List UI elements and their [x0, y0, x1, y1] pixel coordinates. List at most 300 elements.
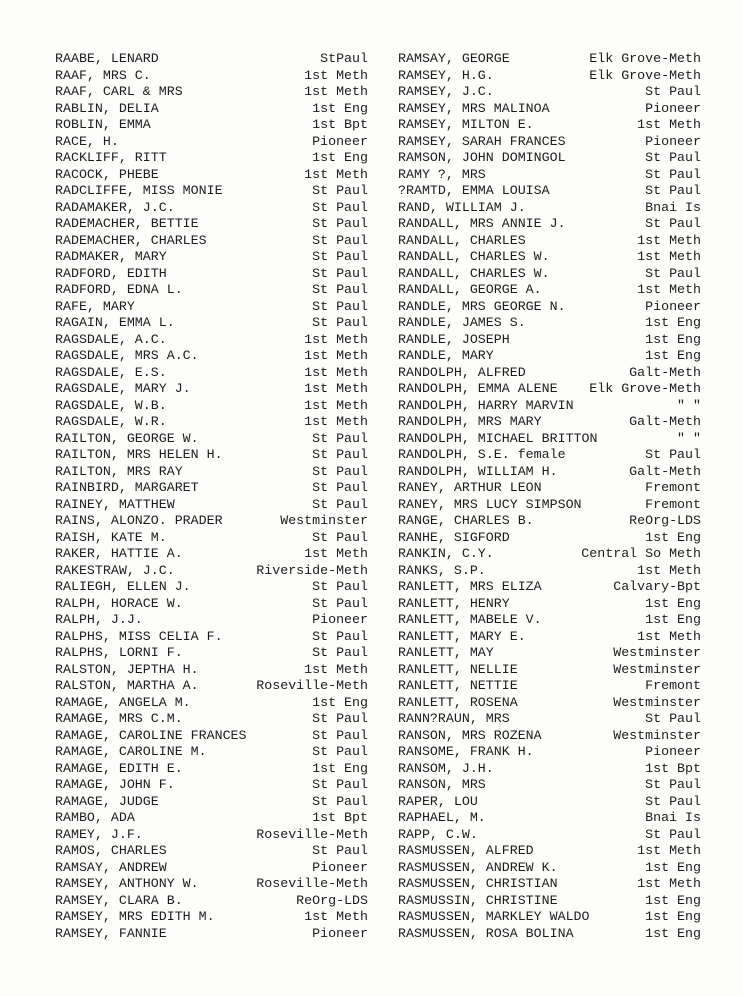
- entry-name: RADMAKER, MARY: [55, 249, 167, 264]
- entry-church: " ": [677, 430, 701, 446]
- entry-row: [55, 843, 368, 860]
- entry-church: 1st Meth: [304, 397, 368, 413]
- entry-name: RAFE, MARY: [55, 298, 135, 314]
- entry-church: St Paul: [312, 447, 368, 462]
- entry-church: Roseville-Meth: [256, 876, 368, 891]
- entry-name: RAMSEY, MRS EDITH M.: [55, 909, 215, 924]
- entry-church: Bnai Is: [645, 810, 701, 825]
- entry-church: 1st Eng: [312, 760, 368, 776]
- entry-row: [398, 497, 701, 514]
- entry-name: RADFORD, EDNA L.: [55, 282, 183, 297]
- entry-row: [398, 744, 701, 761]
- entry-church: Galt-Meth: [629, 414, 701, 429]
- entry-church: 1st Meth: [304, 84, 368, 99]
- entry-row: [398, 101, 701, 118]
- entry-row: [398, 513, 701, 530]
- entry-church: 1st Eng: [645, 595, 701, 611]
- entry-church: Pioneer: [645, 100, 701, 116]
- entry-name: RAILTON, MRS HELEN H.: [55, 447, 223, 462]
- entry-name: RAMY ?, MRS: [398, 166, 486, 182]
- entry-row: [398, 810, 701, 827]
- entry-name: RANLETT, ROSENA: [398, 694, 518, 710]
- entry-row: [55, 513, 368, 530]
- entry-row: [55, 827, 368, 844]
- entry-church: 1st Meth: [304, 909, 368, 924]
- entry-name: RANKIN, C.Y.: [398, 546, 494, 561]
- entry-row: [55, 893, 368, 910]
- entry-row: [55, 563, 368, 580]
- entry-row: [398, 51, 701, 68]
- entry-church: 1st Meth: [304, 661, 368, 677]
- entry-name: RANSON, MRS ROZENA: [398, 727, 542, 743]
- entry-name: RAPP, C.W.: [398, 826, 478, 842]
- entry-row: [398, 167, 701, 184]
- entry-name: RAINS, ALONZO. PRADER: [55, 513, 223, 528]
- entry-church: St Paul: [312, 793, 368, 809]
- entry-name: RAMOS, CHARLES: [55, 843, 167, 858]
- entry-church: Bnai Is: [645, 199, 701, 215]
- entry-name: RANSON, MRS: [398, 777, 486, 792]
- entry-church: St Paul: [312, 199, 368, 215]
- entry-row: [55, 134, 368, 151]
- entry-row: [398, 711, 701, 728]
- entry-church: Calvary-Bpt: [613, 579, 701, 594]
- entry-church: Elk Grove-Meth: [589, 381, 701, 396]
- entry-row: [398, 299, 701, 316]
- entry-row: [55, 398, 368, 415]
- entry-church: 1st Bpt: [312, 117, 368, 132]
- entry-church: St Paul: [645, 150, 701, 165]
- entry-church: St Paul: [312, 496, 368, 512]
- entry-row: [398, 398, 701, 415]
- entry-name: RANDLE, MARY: [398, 348, 494, 363]
- entry-name: RADEMACHER, BETTIE: [55, 216, 199, 231]
- entry-row: [55, 51, 368, 68]
- entry-name: RAILTON, MRS RAY: [55, 463, 183, 479]
- entry-row: [55, 876, 368, 893]
- entry-name: RAINEY, MATTHEW: [55, 496, 175, 512]
- entry-name: RAMSEY, CLARA B.: [55, 892, 183, 908]
- entry-church: 1st Eng: [312, 694, 368, 710]
- entry-name: RAMSEY, J.C.: [398, 84, 494, 99]
- entry-church: 1st Eng: [645, 859, 701, 875]
- entry-row: [55, 926, 368, 943]
- entry-name: RAINBIRD, MARGARET: [55, 480, 199, 495]
- entry-name: ROBLIN, EMMA: [55, 117, 151, 132]
- entry-row: [55, 348, 368, 365]
- entry-church: St Paul: [312, 463, 368, 479]
- entry-church: 1st Meth: [304, 348, 368, 363]
- entry-row: [55, 249, 368, 266]
- entry-name: RAMAGE, JUDGE: [55, 793, 159, 809]
- entry-name: RADFORD, EDITH: [55, 265, 167, 281]
- entry-name: RAMBO, ADA: [55, 810, 135, 825]
- entry-row: [55, 480, 368, 497]
- entry-row: [55, 662, 368, 679]
- entry-church: St Paul: [645, 166, 701, 182]
- entry-row: [398, 150, 701, 167]
- entry-row: [398, 134, 701, 151]
- entry-church: Elk Grove-Meth: [589, 51, 701, 66]
- entry-name: RAMAGE, JOHN F.: [55, 777, 175, 792]
- entry-name: RAMSEY, MRS MALINOA: [398, 100, 550, 116]
- entry-name: RAAF, MRS C.: [55, 67, 151, 83]
- entry-name: RANDALL, CHARLES: [398, 232, 526, 248]
- right-column: [398, 51, 701, 942]
- entry-name: RAGAIN, EMMA L.: [55, 315, 175, 330]
- entry-row: [55, 497, 368, 514]
- entry-church: St Paul: [645, 216, 701, 231]
- entry-row: [55, 315, 368, 332]
- entry-name: RALSTON, JEPTHA H.: [55, 661, 199, 677]
- entry-row: [55, 84, 368, 101]
- entry-row: [398, 777, 701, 794]
- left-column: [55, 51, 368, 942]
- entry-name: RANLETT, NELLIE: [398, 661, 518, 677]
- entry-name: RANDOLPH, EMMA ALENE: [398, 381, 558, 396]
- entry-name: RASMUSSEN, ALFRED: [398, 843, 534, 858]
- entry-church: Pioneer: [645, 744, 701, 759]
- entry-row: [398, 332, 701, 349]
- entry-row: [55, 744, 368, 761]
- entry-church: St Paul: [645, 826, 701, 842]
- entry-name: RALPH, HORACE W.: [55, 595, 183, 611]
- entry-church: 1st Meth: [637, 562, 701, 578]
- entry-row: [398, 728, 701, 745]
- entry-row: [398, 563, 701, 580]
- entry-church: 1st Eng: [645, 892, 701, 908]
- entry-name: RANSOME, FRANK H.: [398, 744, 534, 759]
- entry-name: RAMEY, J.F.: [55, 826, 143, 842]
- entry-church: St Paul: [312, 777, 368, 792]
- entry-row: [398, 893, 701, 910]
- entry-church: 1st Meth: [304, 546, 368, 561]
- entry-row: [55, 282, 368, 299]
- entry-church: 1st Bpt: [312, 810, 368, 825]
- entry-name: RAMSAY, GEORGE: [398, 51, 510, 66]
- entry-name: RANDOLPH, MRS MARY: [398, 414, 542, 429]
- entry-name: RANDLE, MRS GEORGE N.: [398, 298, 566, 314]
- entry-row: [55, 711, 368, 728]
- entry-name: RANLETT, MABELE V.: [398, 612, 542, 627]
- entry-row: [55, 810, 368, 827]
- entry-church: St Paul: [312, 265, 368, 281]
- entry-row: [55, 216, 368, 233]
- entry-church: Pioneer: [312, 859, 368, 875]
- entry-church: Riverside-Meth: [256, 562, 368, 578]
- entry-name: RANLETT, MRS ELIZA: [398, 579, 542, 594]
- entry-church: Westminster: [613, 694, 701, 710]
- entry-church: 1st Meth: [637, 843, 701, 858]
- entry-name: RANHE, SIGFORD: [398, 529, 510, 545]
- entry-row: [398, 216, 701, 233]
- entry-name: ?RAMTD, EMMA LOUISA: [398, 183, 550, 198]
- entry-name: RAISH, KATE M.: [55, 529, 167, 545]
- entry-row: [55, 645, 368, 662]
- entry-name: RAPHAEL, M.: [398, 810, 486, 825]
- entry-church: 1st Eng: [312, 150, 368, 165]
- entry-church: 1st Meth: [304, 166, 368, 182]
- entry-church: Pioneer: [645, 298, 701, 314]
- entry-church: 1st Eng: [645, 348, 701, 363]
- entry-church: Westminster: [280, 513, 368, 528]
- entry-row: [398, 249, 701, 266]
- entry-name: RADAMAKER, J.C.: [55, 199, 175, 215]
- entry-row: [55, 117, 368, 134]
- entry-row: [398, 68, 701, 85]
- entry-row: [55, 596, 368, 613]
- entry-church: 1st Eng: [645, 925, 701, 941]
- entry-row: [55, 546, 368, 563]
- entry-church: 1st Bpt: [645, 760, 701, 776]
- entry-name: RAILTON, GEORGE W.: [55, 430, 199, 446]
- entry-church: ReOrg-LDS: [629, 513, 701, 528]
- entry-church: 1st Eng: [645, 909, 701, 924]
- entry-row: [55, 695, 368, 712]
- entry-church: Westminster: [613, 661, 701, 677]
- entry-name: RAND, WILLIAM J.: [398, 199, 526, 215]
- entry-church: 1st Meth: [637, 876, 701, 891]
- entry-name: RASMUSSEN, ANDREW K.: [398, 859, 558, 875]
- entry-row: [55, 365, 368, 382]
- entry-name: RANLETT, MAY: [398, 645, 494, 660]
- entry-church: Fremont: [645, 496, 701, 512]
- entry-name: RACE, H.: [55, 133, 119, 149]
- entry-church: 1st Meth: [637, 282, 701, 297]
- entry-church: ReOrg-LDS: [296, 892, 368, 908]
- entry-name: RANKS, S.P.: [398, 562, 486, 578]
- entry-row: [398, 926, 701, 943]
- entry-name: RALSTON, MARTHA A.: [55, 678, 199, 693]
- entry-name: RAGSDALE, W.B.: [55, 397, 167, 413]
- entry-church: St Paul: [312, 315, 368, 330]
- entry-church: 1st Eng: [312, 100, 368, 116]
- entry-row: [55, 612, 368, 629]
- entry-name: RAGSDALE, MARY J.: [55, 381, 191, 396]
- entry-name: RANDALL, GEORGE A.: [398, 282, 542, 297]
- entry-church: St Paul: [312, 595, 368, 611]
- entry-name: RALIEGH, ELLEN J.: [55, 579, 191, 594]
- entry-row: [55, 233, 368, 250]
- entry-church: St Paul: [312, 249, 368, 264]
- entry-church: St Paul: [645, 793, 701, 809]
- entry-church: 1st Meth: [637, 628, 701, 644]
- entry-church: St Paul: [312, 529, 368, 545]
- entry-church: 1st Meth: [637, 232, 701, 248]
- entry-name: RAKER, HATTIE A.: [55, 546, 183, 561]
- entry-name: RACOCK, PHEBE: [55, 166, 159, 182]
- entry-church: St Paul: [312, 282, 368, 297]
- entry-row: [55, 761, 368, 778]
- entry-church: St Paul: [312, 298, 368, 314]
- entry-row: [398, 662, 701, 679]
- entry-name: RAMSEY, MILTON E.: [398, 117, 534, 132]
- entry-church: 1st Meth: [304, 364, 368, 380]
- entry-row: [55, 530, 368, 547]
- entry-church: 1st Meth: [304, 331, 368, 347]
- entry-church: St Paul: [645, 447, 701, 462]
- entry-name: RANDOLPH, HARRY MARVIN: [398, 397, 574, 413]
- entry-row: [398, 794, 701, 811]
- entry-name: RAMAGE, CAROLINE M.: [55, 744, 207, 759]
- entry-church: Westminster: [613, 645, 701, 660]
- entry-row: [55, 183, 368, 200]
- entry-church: St Paul: [645, 777, 701, 792]
- entry-row: [398, 579, 701, 596]
- entry-name: RAGSDALE, MRS A.C.: [55, 348, 199, 363]
- entry-row: [55, 381, 368, 398]
- entry-church: St Paul: [312, 727, 368, 743]
- entry-row: [398, 678, 701, 695]
- entry-row: [55, 200, 368, 217]
- entry-row: [55, 167, 368, 184]
- entry-church: St Paul: [312, 232, 368, 248]
- entry-church: 1st Eng: [645, 331, 701, 347]
- entry-name: RAMSEY, FANNIE: [55, 925, 167, 941]
- entry-row: [398, 282, 701, 299]
- entry-row: [398, 200, 701, 217]
- entry-name: RANDOLPH, MICHAEL BRITTON: [398, 430, 598, 446]
- entry-row: [398, 843, 701, 860]
- entry-row: [398, 530, 701, 547]
- entry-name: RADEMACHER, CHARLES: [55, 232, 207, 248]
- entry-name: RANN?RAUN, MRS: [398, 711, 510, 726]
- entry-row: [55, 860, 368, 877]
- entry-name: RABLIN, DELIA: [55, 100, 159, 116]
- entry-row: [398, 183, 701, 200]
- entry-name: RAKESTRAW, J.C.: [55, 562, 175, 578]
- entry-name: RASMUSSEN, ROSA BOLINA: [398, 925, 574, 941]
- entry-row: [398, 233, 701, 250]
- entry-name: RAMSON, JOHN DOMINGOL: [398, 150, 566, 165]
- entry-row: [398, 431, 701, 448]
- entry-name: RASMUSSEN, MARKLEY WALDO: [398, 909, 590, 924]
- entry-church: 1st Meth: [637, 249, 701, 264]
- entry-row: [398, 117, 701, 134]
- entry-church: Fremont: [645, 678, 701, 693]
- entry-name: RAGSDALE, W.R.: [55, 414, 167, 429]
- entry-church: 1st Meth: [304, 414, 368, 429]
- entry-name: RAAF, CARL & MRS: [55, 84, 183, 99]
- entry-name: RANDOLPH, S.E. female: [398, 447, 566, 462]
- entry-name: RANEY, ARTHUR LEON: [398, 480, 542, 495]
- entry-row: [398, 876, 701, 893]
- entry-church: 1st Meth: [304, 381, 368, 396]
- entry-row: [398, 84, 701, 101]
- entry-church: Galt-Meth: [629, 463, 701, 479]
- entry-name: RANLETT, NETTIE: [398, 678, 518, 693]
- entry-church: 1st Eng: [645, 529, 701, 545]
- entry-name: RADCLIFFE, MISS MONIE: [55, 183, 223, 198]
- entry-church: St Paul: [645, 265, 701, 281]
- entry-name: RAMSEY, ANTHONY W.: [55, 876, 199, 891]
- entry-name: RANEY, MRS LUCY SIMPSON: [398, 496, 582, 512]
- entry-church: St Paul: [645, 183, 701, 198]
- entry-name: RALPHS, MISS CELIA F.: [55, 628, 223, 644]
- entry-church: Pioneer: [312, 925, 368, 941]
- entry-church: St Paul: [312, 843, 368, 858]
- entry-church: Westminster: [613, 727, 701, 743]
- entry-row: [55, 414, 368, 431]
- entry-name: RANDLE, JAMES S.: [398, 315, 526, 330]
- entry-church: Fremont: [645, 480, 701, 495]
- entry-name: RANDALL, CHARLES W.: [398, 249, 550, 264]
- entry-church: St Paul: [312, 645, 368, 660]
- entry-church: Elk Grove-Meth: [589, 67, 701, 83]
- entry-row: [55, 150, 368, 167]
- entry-church: Pioneer: [312, 612, 368, 627]
- entry-church: St Paul: [312, 711, 368, 726]
- entry-name: RANDOLPH, ALFRED: [398, 364, 526, 380]
- entry-church: Roseville-Meth: [256, 678, 368, 693]
- entry-church: St Paul: [645, 84, 701, 99]
- entry-row: [55, 431, 368, 448]
- entry-row: [55, 794, 368, 811]
- entry-row: [55, 579, 368, 596]
- entry-row: [55, 299, 368, 316]
- entry-name: RANDLE, JOSEPH: [398, 331, 510, 347]
- entry-name: RANLETT, HENRY: [398, 595, 510, 611]
- entry-row: [55, 777, 368, 794]
- entry-name: RAMAGE, ANGELA M.: [55, 694, 191, 710]
- entry-row: [55, 678, 368, 695]
- entry-row: [398, 827, 701, 844]
- entry-row: [398, 612, 701, 629]
- entry-row: [398, 480, 701, 497]
- entry-name: RACKLIFF, RITT: [55, 150, 167, 165]
- entry-name: RANDALL, CHARLES W.: [398, 265, 550, 281]
- entry-church: 1st Meth: [637, 117, 701, 132]
- entry-church: St Paul: [312, 430, 368, 446]
- entry-name: RANSOM, J.H.: [398, 760, 494, 776]
- entry-row: [55, 629, 368, 646]
- entry-church: StPaul: [320, 51, 368, 66]
- entry-row: [398, 860, 701, 877]
- entry-name: RALPH, J.J.: [55, 612, 143, 627]
- entry-name: RANDALL, MRS ANNIE J.: [398, 216, 566, 231]
- entry-row: [398, 348, 701, 365]
- entry-row: [398, 546, 701, 563]
- entry-name: RAMSAY, ANDREW: [55, 859, 167, 875]
- entry-row: [398, 266, 701, 283]
- entry-church: St Paul: [312, 744, 368, 759]
- entry-name: RAGSDALE, A.C.: [55, 331, 167, 347]
- entry-row: [398, 365, 701, 382]
- entry-name: RAABE, LENARD: [55, 51, 159, 66]
- entry-name: RAPER, LOU: [398, 793, 478, 809]
- entry-church: " ": [677, 397, 701, 413]
- entry-church: Pioneer: [312, 133, 368, 149]
- entry-name: RALPHS, LORNI F.: [55, 645, 183, 660]
- entry-name: RAMAGE, MRS C.M.: [55, 711, 183, 726]
- entry-row: [55, 447, 368, 464]
- entry-name: RASMUSSEN, CHRISTIAN: [398, 876, 558, 891]
- entry-church: 1st Meth: [304, 67, 368, 83]
- entry-row: [398, 761, 701, 778]
- entry-church: Pioneer: [645, 133, 701, 149]
- entry-name: RAMAGE, EDITH E.: [55, 760, 183, 776]
- entry-name: RASMUSSIN, CHRISTINE: [398, 892, 558, 908]
- entry-church: St Paul: [312, 216, 368, 231]
- entry-row: [398, 414, 701, 431]
- entry-row: [398, 629, 701, 646]
- entry-row: [55, 68, 368, 85]
- entry-church: St Paul: [312, 480, 368, 495]
- entry-row: [398, 909, 701, 926]
- entry-church: Galt-Meth: [629, 364, 701, 380]
- entry-name: RAMSEY, H.G.: [398, 67, 494, 83]
- entry-name: RAMSEY, SARAH FRANCES: [398, 133, 566, 149]
